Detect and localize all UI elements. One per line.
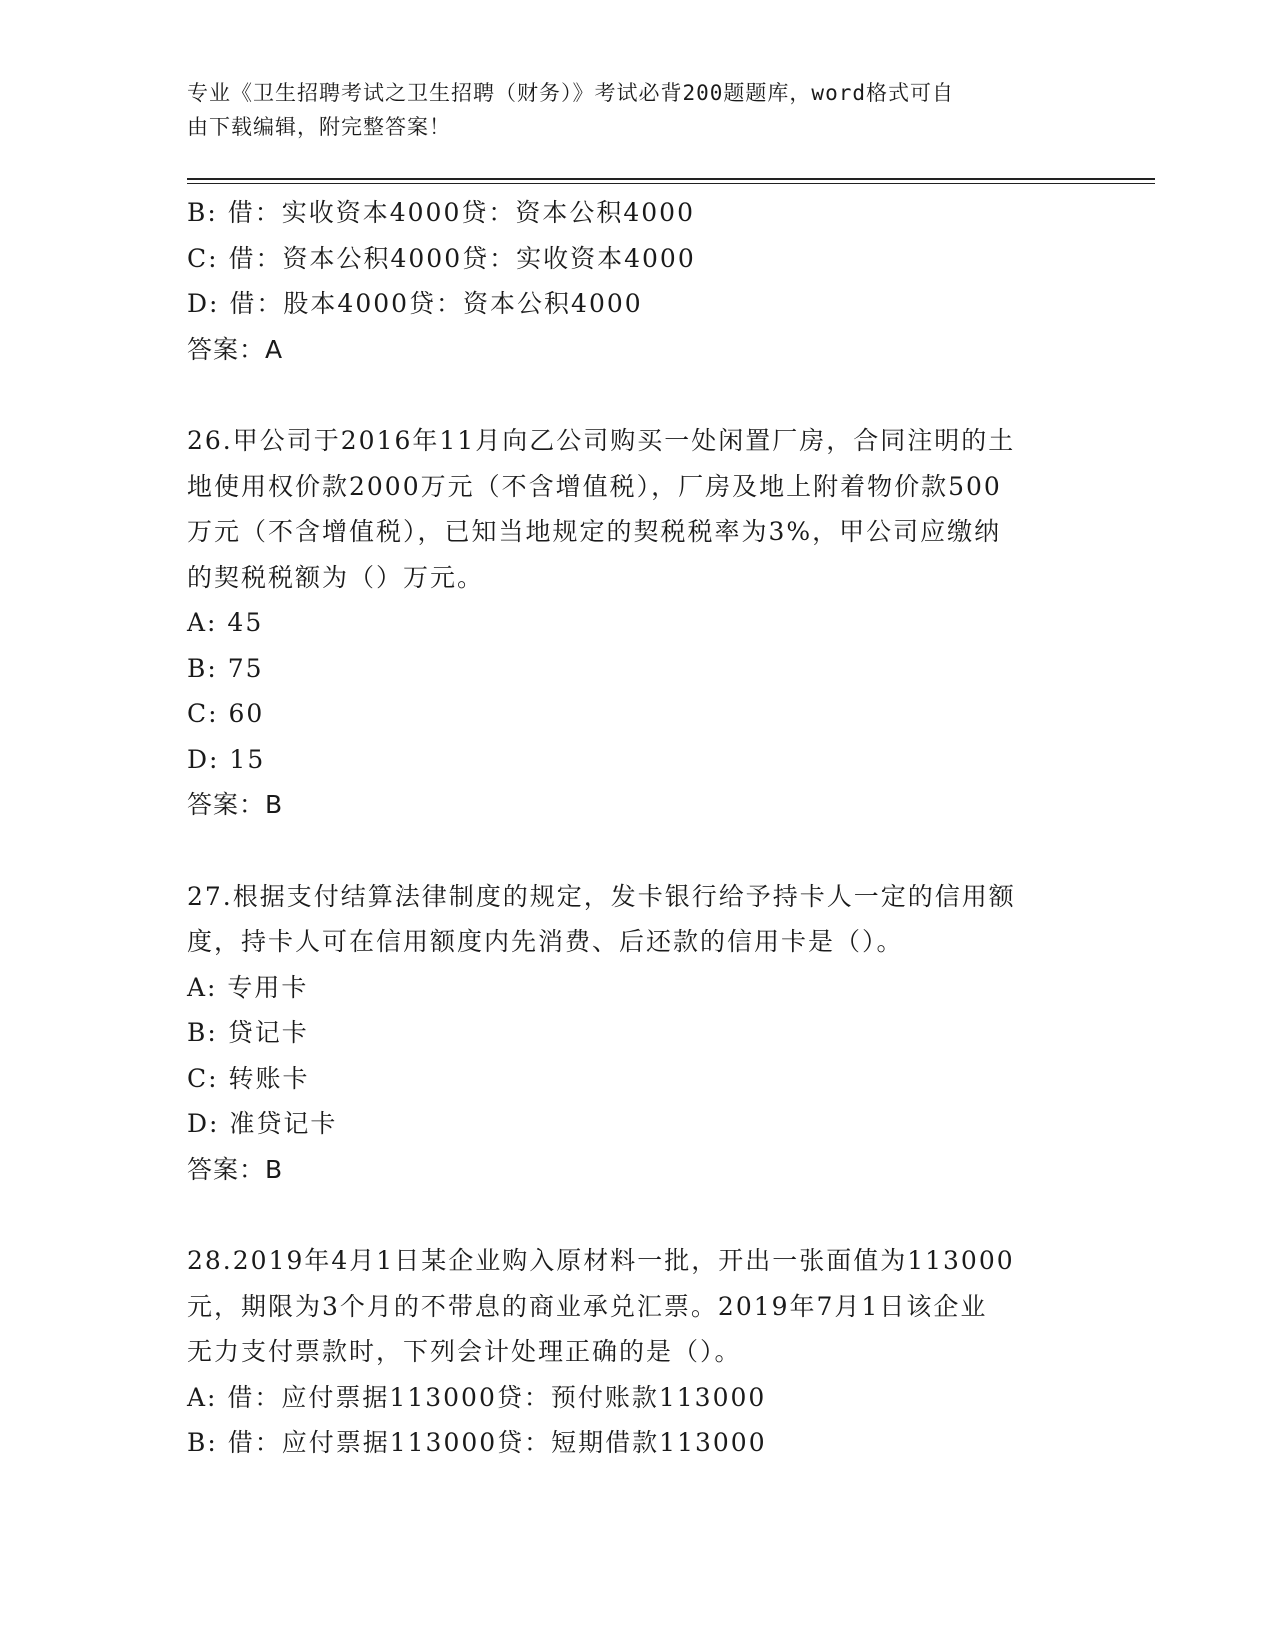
option-b: B: 75: [187, 653, 264, 683]
option-c: C: 60: [187, 699, 265, 728]
question-stem-line: 度，持卡人可在信用额度内先消费、后还款的信用卡是（）。: [187, 927, 904, 956]
header-divider-thin: [187, 183, 1155, 184]
question-27: [187, 874, 1087, 1193]
question-28: [187, 1238, 1087, 1466]
option-a: A: 专用卡: [187, 972, 309, 1002]
spacer: [187, 1192, 1087, 1238]
header-divider-thick: [187, 178, 1155, 180]
option-c: C: 借：资本公积4000贷：实收资本4000: [187, 243, 696, 273]
answer: 答案：B: [187, 790, 284, 819]
option-b: B: 借：实收资本4000贷：资本公积4000: [187, 198, 695, 227]
question-stem-line: 28.2019年4月1日某企业购入原材料一批，开出一张面值为113000: [187, 1246, 1015, 1275]
option-b: B: 借：应付票据113000贷：短期借款113000: [187, 1428, 767, 1457]
header-line-2: 由下载编辑，附完整答案！: [187, 115, 451, 139]
question-stem-line: 26.甲公司于2016年11月向乙公司购买一处闲置厂房，合同注明的土: [187, 426, 1016, 455]
spacer: [187, 828, 1087, 874]
option-d: D: 准贷记卡: [187, 1109, 338, 1138]
question-stem-line: 元，期限为3个月的不带息的商业承兑汇票。2019年7月1日该企业: [187, 1291, 988, 1321]
option-b: B: 贷记卡: [187, 1018, 309, 1047]
question-stem-line: 27.根据支付结算法律制度的规定，发卡银行给予持卡人一定的信用额: [187, 881, 1016, 911]
option-d: D: 15: [187, 744, 266, 774]
option-a: A: 45: [187, 608, 264, 637]
spacer: [187, 372, 1087, 418]
question-stem-line: 的契税税额为（）万元。: [187, 562, 485, 592]
question-stem-line: 无力支付票款时，下列会计处理正确的是（）。: [187, 1337, 742, 1366]
option-a: A: 借：应付票据113000贷：预付账款113000: [187, 1382, 767, 1412]
header-line-1: 专业《卫生招聘考试之卫生招聘（财务）》考试必背200题题库，word格式可自: [187, 81, 954, 105]
option-c: C: 转账卡: [187, 1063, 310, 1093]
question-26: [187, 418, 1087, 828]
question-list: [187, 190, 1087, 1466]
answer: 答案：B: [187, 1154, 284, 1184]
question-stem-line: 万元（不含增值税），已知当地规定的契税税率为3%，甲公司应缴纳: [187, 517, 1002, 546]
question-25-tail: [187, 190, 1087, 372]
question-stem-line: 地使用权价款2000万元（不含增值税），厂房及地上附着物价款500: [187, 471, 1002, 501]
answer: 答案：A: [187, 334, 284, 364]
document-header: [187, 76, 1077, 144]
option-d: D: 借：股本4000贷：资本公积4000: [187, 289, 643, 318]
